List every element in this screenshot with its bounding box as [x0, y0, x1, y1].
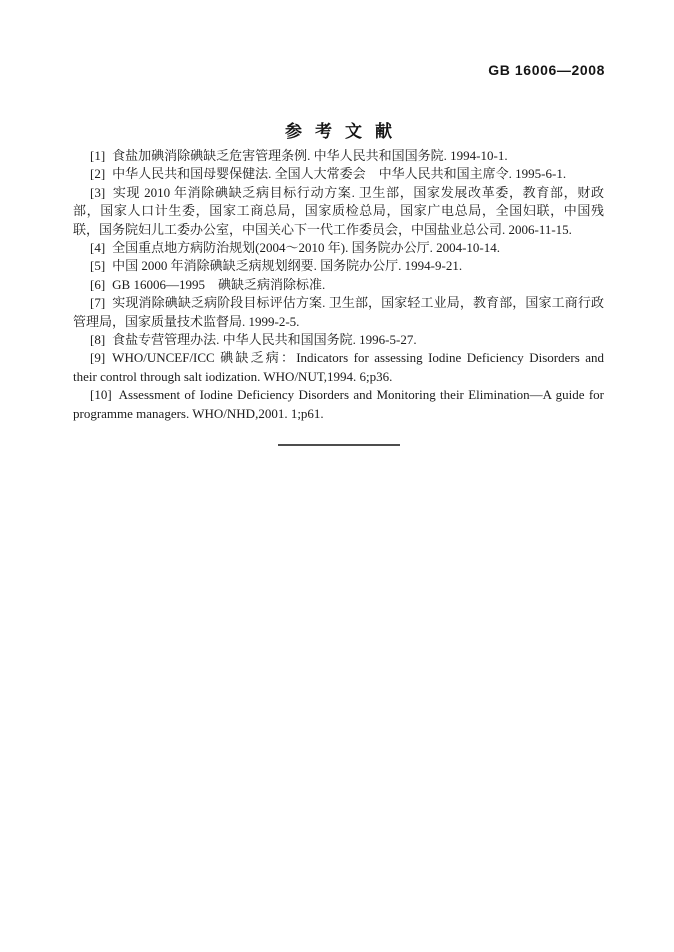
reference-label: [4] — [90, 240, 106, 256]
references-list — [73, 147, 604, 423]
reference-text: 食盐专营管理办法. 中华人民共和国国务院. 1996-5-27. — [112, 332, 417, 348]
reference-text: WHO/UNCEF/ICC 碘缺乏病：Indicators for assessing Iodine Deficiency Disorders and their control through salt iodization. WHO/NUT,1994. 6;p36. — [73, 350, 604, 384]
reference-item — [73, 239, 604, 257]
reference-text: GB 16006—1995 碘缺乏病消除标准. — [112, 276, 326, 292]
reference-label: [9] — [90, 350, 106, 366]
reference-text: 实现 2010 年消除碘缺乏病目标行动方案. 卫生部，国家发展改革委，教育部，财政部，国家人口计生委，国家工商总局，国家质检总局，国家广电总局，全国妇联，中国残联，国务院妇儿工委办公室，中国关心下一代工作委员会，中国盐业总公司. 2006-11-15. — [73, 184, 604, 237]
reference-text: Assessment of Iodine Deficiency Disorders and Monitoring their Elimination—A guide for programme managers. WHO/NHD,2001. 1;p61. — [73, 387, 604, 421]
reference-item — [73, 294, 604, 331]
standard-number: GB 16006—2008 — [488, 62, 605, 78]
reference-label: [7] — [90, 295, 106, 311]
reference-label: [3] — [90, 184, 106, 200]
reference-label: [2] — [90, 166, 106, 182]
reference-label: [1] — [90, 148, 106, 163]
reference-item — [73, 331, 604, 349]
reference-text: 食盐加碘消除碘缺乏危害管理条例. 中华人民共和国国务院. 1994-10-1. — [112, 148, 508, 163]
reference-label: [6] — [90, 276, 106, 292]
reference-item — [73, 184, 604, 239]
reference-item — [73, 147, 604, 165]
reference-label: [5] — [90, 258, 106, 274]
reference-text: 实现消除碘缺乏病阶段目标评估方案. 卫生部，国家轻工业局，教育部，国家工商行政管理局，国家质量技术监督局. 1999-2-5. — [73, 295, 604, 329]
reference-item — [73, 349, 604, 386]
reference-label: [8] — [90, 332, 106, 348]
reference-item — [73, 257, 604, 275]
reference-item — [73, 276, 604, 294]
page-title: 参考文献 — [285, 122, 405, 141]
reference-text: 全国重点地方病防治规划(2004～2010 年). 国务院办公厅. 2004-10-14. — [112, 240, 500, 256]
reference-text: 中国 2000 年消除碘缺乏病规划纲要. 国务院办公厅. 1994-9-21. — [112, 258, 463, 274]
reference-item — [73, 165, 604, 183]
reference-text: 中华人民共和国母婴保健法. 全国人大常委会 中华人民共和国主席令. 1995-6-1. — [112, 166, 567, 182]
end-of-document-divider — [278, 444, 400, 446]
reference-label: [10] — [90, 387, 112, 403]
reference-item — [73, 386, 604, 423]
